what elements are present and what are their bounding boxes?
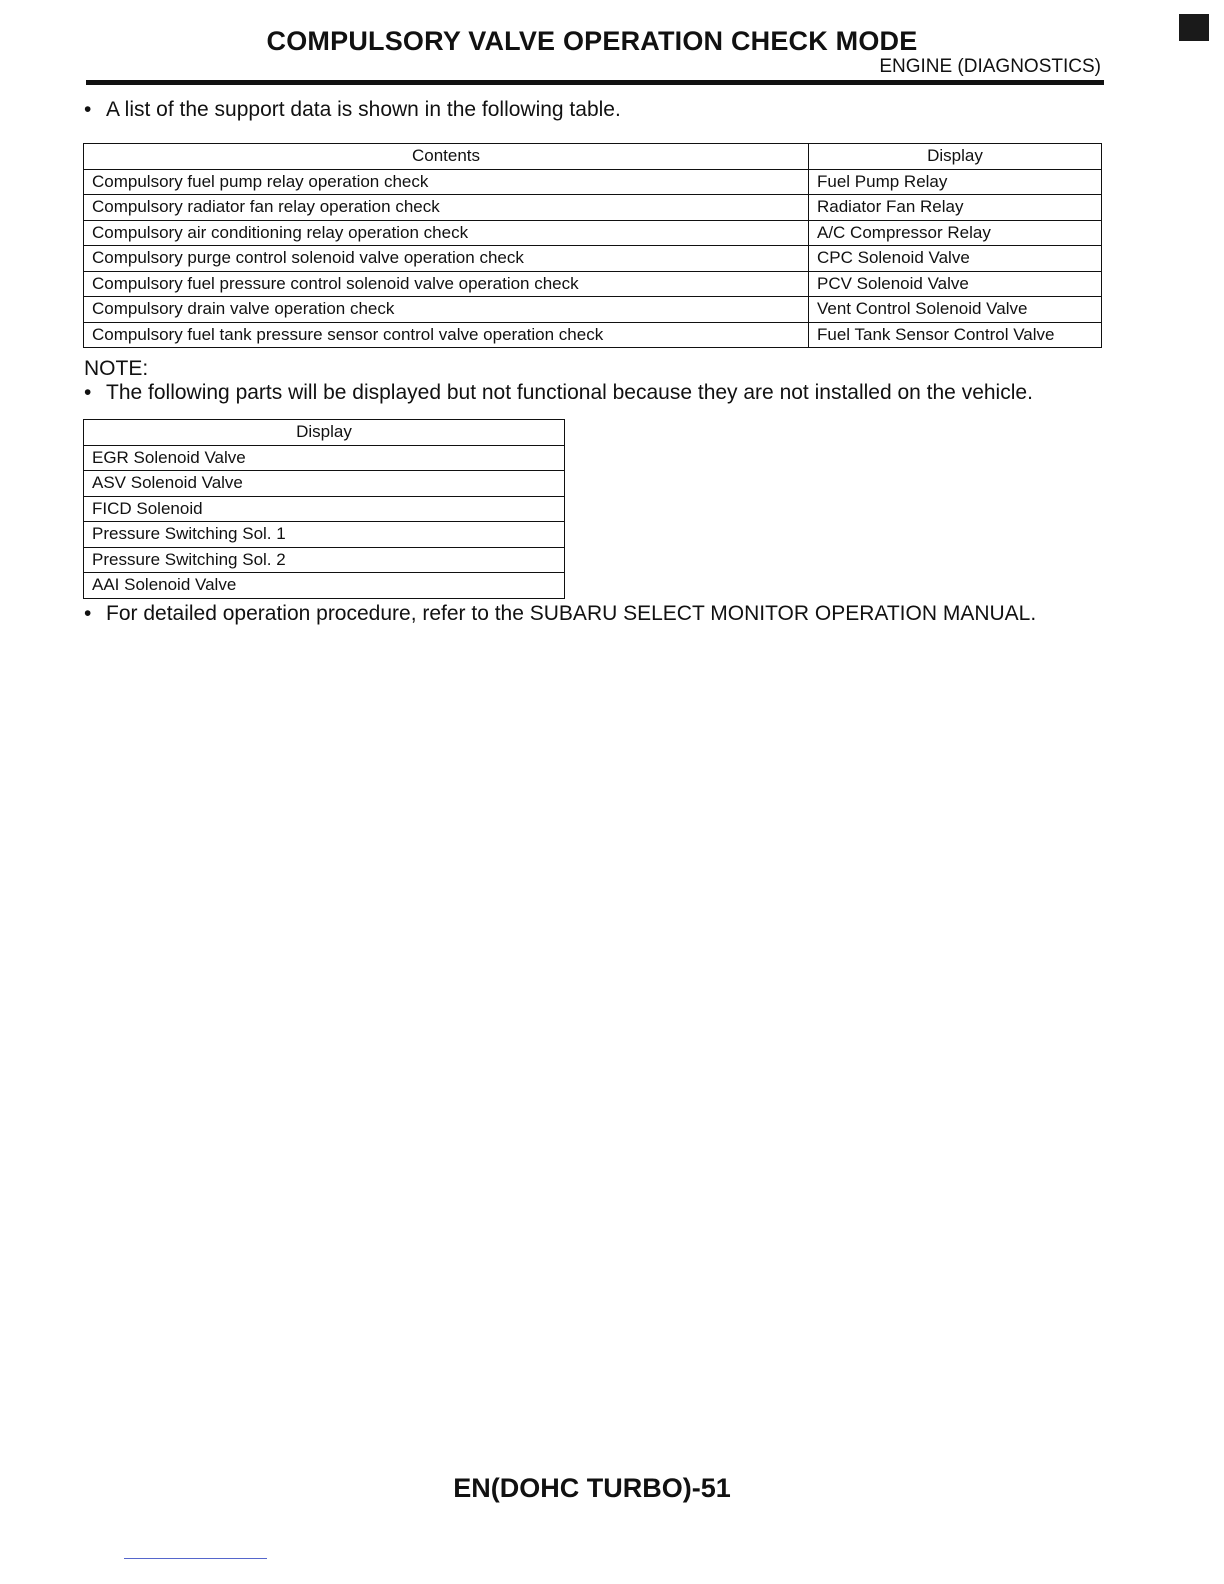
table-row bbox=[84, 471, 565, 497]
contents-cell: Compulsory fuel pressure control solenoid valve operation check bbox=[84, 271, 809, 297]
contents-cell: Compulsory fuel pump relay operation check bbox=[84, 169, 809, 195]
display-cell: Pressure Switching Sol. 2 bbox=[84, 547, 565, 573]
column-header-display: Display bbox=[809, 144, 1102, 170]
bullet-icon: • bbox=[84, 602, 92, 625]
contents-cell: Compulsory purge control solenoid valve operation check bbox=[84, 246, 809, 272]
intro-bullet bbox=[84, 98, 621, 122]
header-rule bbox=[86, 80, 1104, 85]
table-header-row bbox=[84, 144, 1102, 170]
table-row bbox=[84, 573, 565, 599]
table-row bbox=[84, 445, 565, 471]
table-row bbox=[84, 522, 565, 548]
display-cell: EGR Solenoid Valve bbox=[84, 445, 565, 471]
closing-bullet bbox=[84, 602, 1036, 626]
table-row bbox=[84, 297, 1102, 323]
table-row bbox=[84, 246, 1102, 272]
note-bullet bbox=[84, 381, 1033, 405]
support-data-table bbox=[83, 143, 1102, 348]
column-header-contents: Contents bbox=[84, 144, 809, 170]
display-cell: CPC Solenoid Valve bbox=[809, 246, 1102, 272]
table-header-row bbox=[84, 420, 565, 446]
display-cell: Fuel Pump Relay bbox=[809, 169, 1102, 195]
display-cell: Fuel Tank Sensor Control Valve bbox=[809, 322, 1102, 348]
note-text: The following parts will be displayed but not functional because they are not installed on the vehicle. bbox=[106, 381, 1033, 404]
display-cell: Pressure Switching Sol. 1 bbox=[84, 522, 565, 548]
closing-text: For detailed operation procedure, refer to the SUBARU SELECT MONITOR OPERATION MANUAL. bbox=[106, 602, 1037, 625]
contents-cell: Compulsory drain valve operation check bbox=[84, 297, 809, 323]
table-row bbox=[84, 547, 565, 573]
table-row bbox=[84, 322, 1102, 348]
display-cell: Radiator Fan Relay bbox=[809, 195, 1102, 221]
display-cell: A/C Compressor Relay bbox=[809, 220, 1102, 246]
section-label: ENGINE (DIAGNOSTICS) bbox=[879, 56, 1101, 77]
table-row bbox=[84, 195, 1102, 221]
note-block bbox=[84, 357, 1033, 405]
display-cell: PCV Solenoid Valve bbox=[809, 271, 1102, 297]
page-number: EN(DOHC TURBO)-51 bbox=[453, 1473, 731, 1503]
intro-text: A list of the support data is shown in the following table. bbox=[106, 98, 621, 121]
bullet-icon: • bbox=[84, 381, 92, 404]
column-header-display: Display bbox=[84, 420, 565, 446]
display-cell: AAI Solenoid Valve bbox=[84, 573, 565, 599]
note-label: NOTE: bbox=[84, 357, 149, 380]
contents-cell: Compulsory air conditioning relay operation check bbox=[84, 220, 809, 246]
table-row bbox=[84, 496, 565, 522]
table-row bbox=[84, 220, 1102, 246]
table-row bbox=[84, 271, 1102, 297]
bullet-icon: • bbox=[84, 98, 92, 121]
nonfunctional-parts-table bbox=[83, 419, 565, 599]
display-cell: Vent Control Solenoid Valve bbox=[809, 297, 1102, 323]
display-cell: FICD Solenoid bbox=[84, 496, 565, 522]
display-cell: ASV Solenoid Valve bbox=[84, 471, 565, 497]
decorative-underline bbox=[124, 1558, 267, 1559]
table-row bbox=[84, 169, 1102, 195]
page-title: COMPULSORY VALVE OPERATION CHECK MODE bbox=[266, 26, 918, 56]
contents-cell: Compulsory radiator fan relay operation check bbox=[84, 195, 809, 221]
contents-cell: Compulsory fuel tank pressure sensor control valve operation check bbox=[84, 322, 809, 348]
